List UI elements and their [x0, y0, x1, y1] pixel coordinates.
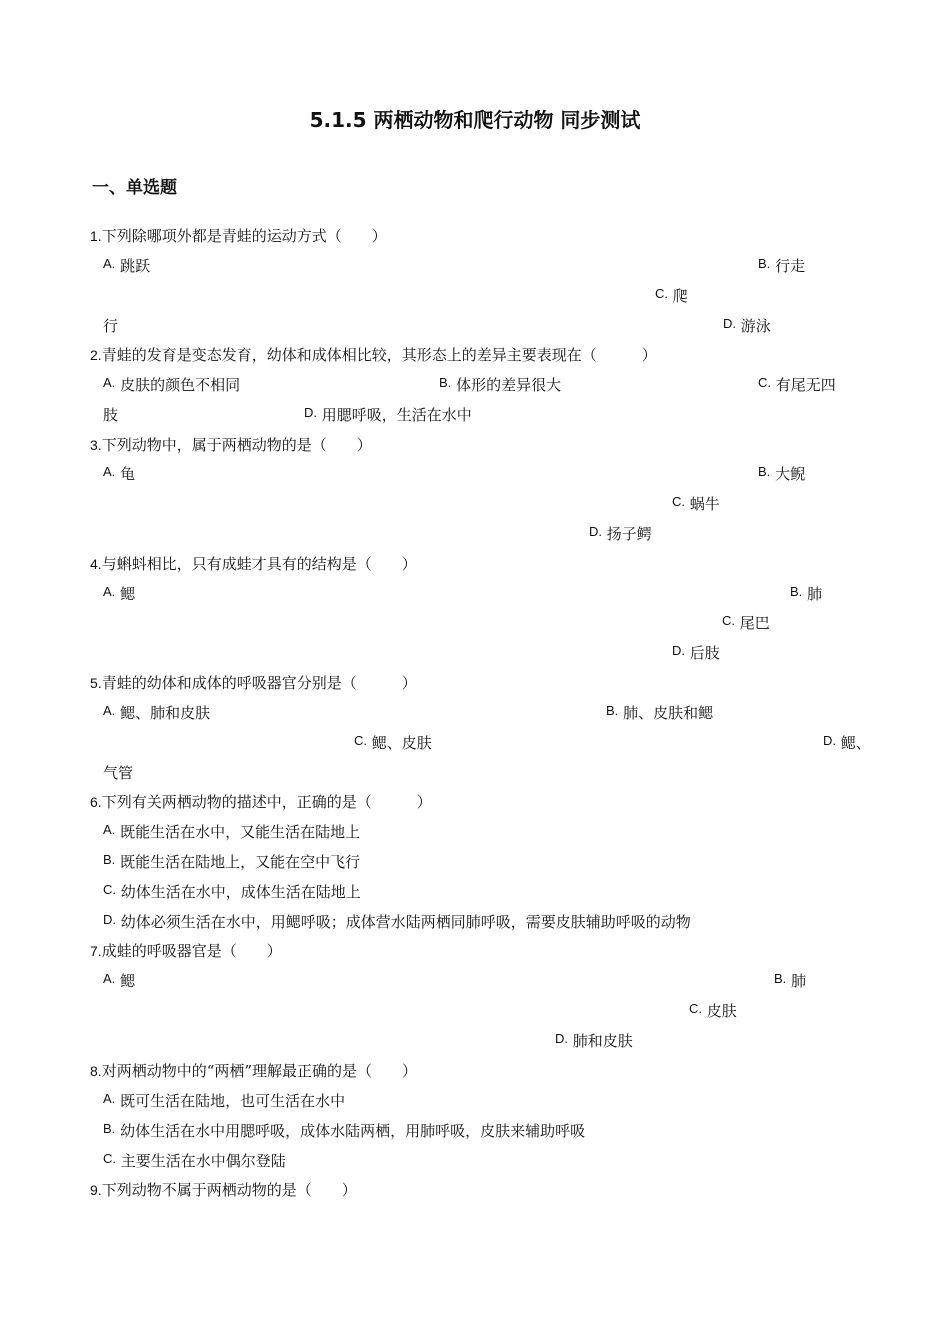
question-1: [90, 226, 387, 246]
option-b: [439, 375, 561, 396]
option-letter: B.: [103, 1121, 116, 1136]
option-letter: D.: [555, 1031, 568, 1046]
option-letter: A.: [103, 822, 116, 837]
option-c: [689, 1001, 737, 1022]
option-text: 用腮呼吸，生活在水中: [321, 406, 472, 424]
question-stem: 青蛙的幼体和成体的呼吸器官分别是（ ）: [101, 674, 417, 692]
page-title: 5.1.5 两栖动物和爬行动物 同步测试: [309, 108, 641, 132]
option-text: 鳃: [120, 972, 136, 990]
option-text: 皮肤: [706, 1002, 737, 1020]
question-number: 8.: [90, 1063, 102, 1079]
option-text: 幼体必须生活在水中，用鳃呼吸；成体营水陆两栖同肺呼吸，需要皮肤辅助呼吸的动物: [120, 913, 691, 931]
option-c: [672, 494, 720, 515]
option-text: 后肢: [689, 644, 720, 662]
question-number: 9.: [90, 1182, 102, 1198]
option-c: [722, 613, 770, 634]
question-number: 6.: [90, 794, 102, 810]
question-9: [90, 1180, 357, 1200]
option-letter: A.: [103, 1091, 116, 1106]
question-4: [90, 554, 417, 574]
option-b: [103, 1121, 585, 1142]
option-text: 游泳: [740, 317, 771, 335]
option-text: 皮肤的颜色不相同: [120, 376, 241, 394]
option-text: 既能生活在水中，又能生活在陆地上: [120, 823, 361, 841]
option-text: 气管: [103, 764, 134, 782]
option-letter: B.: [758, 464, 771, 479]
option-d: [555, 1031, 633, 1052]
option-letter: C.: [722, 613, 735, 628]
question-2: [90, 345, 657, 365]
option-text: 鳃、肺和皮肤: [120, 704, 211, 722]
question-number: 2.: [90, 347, 102, 363]
option-text: 既可生活在陆地，也可生活在水中: [120, 1092, 346, 1110]
option-a: [103, 1091, 345, 1112]
option-b: [758, 256, 805, 277]
option-a: [103, 703, 210, 724]
option-letter: C.: [103, 882, 116, 897]
option-text: 有尾无四: [775, 376, 836, 394]
option-a: [103, 375, 240, 396]
question-3: [90, 435, 372, 455]
option-d: [723, 316, 771, 337]
option-c: [354, 733, 432, 754]
option-d: [103, 912, 691, 933]
option-text: 扬子鳄: [606, 525, 652, 543]
option-letter: A.: [103, 584, 116, 599]
option-b: [774, 971, 806, 992]
option-letter: C.: [672, 494, 685, 509]
option-text: 肢: [103, 406, 119, 424]
option-letter: D.: [103, 912, 116, 927]
question-7: [90, 941, 282, 961]
option-letter: D.: [672, 643, 685, 658]
option-c: [655, 286, 688, 307]
option-letter: D.: [723, 316, 736, 331]
option-text: 主要生活在水中偶尔登陆: [120, 1152, 286, 1170]
section-heading: 一、单选题: [92, 178, 177, 198]
question-stem: 对两栖动物中的“两栖”理解最正确的是（ ）: [101, 1062, 418, 1080]
question-stem: 下列有关两栖动物的描述中，正确的是（ ）: [101, 793, 432, 811]
option-text: 尾巴: [739, 614, 770, 632]
question-number: 4.: [90, 556, 102, 572]
option-d: [304, 405, 472, 426]
option-d: [589, 524, 652, 545]
option-letter: C.: [655, 286, 668, 301]
question-number: 3.: [90, 437, 102, 453]
option-b: [103, 852, 360, 873]
question-stem: 成蛙的呼吸器官是（ ）: [101, 942, 282, 960]
question-5: [90, 673, 417, 693]
option-b: [606, 703, 713, 724]
option-letter: A.: [103, 464, 116, 479]
option-text: 体形的差异很大: [456, 376, 562, 394]
option-d: [823, 733, 871, 754]
option-d: [672, 643, 720, 664]
option-text: 幼体生活在水中用腮呼吸，成体水陆两栖，用肺呼吸，皮肤来辅助呼吸: [120, 1122, 586, 1140]
option-text: 大鲵: [775, 465, 806, 483]
option-c: [103, 882, 361, 903]
option-b: [790, 584, 822, 605]
option-text: 鳃、: [840, 734, 871, 752]
option-letter: C.: [758, 375, 771, 390]
question-stem: 青蛙的发育是变态发育，幼体和成体相比较，其形态上的差异主要表现在（ ）: [101, 346, 657, 364]
option-letter: A.: [103, 256, 116, 271]
option-text: 行: [103, 317, 119, 335]
option-letter: C.: [354, 733, 367, 748]
option-letter: A.: [103, 703, 116, 718]
option-text: 肺: [791, 972, 807, 990]
option-a: [103, 464, 135, 485]
question-stem: 下列动物中，属于两栖动物的是（ ）: [101, 436, 372, 454]
option-text: 行走: [775, 257, 806, 275]
option-letter: B.: [103, 852, 116, 867]
option-letter: C.: [689, 1001, 702, 1016]
option-text: 肺: [807, 585, 823, 603]
option-text: 肺、皮肤和鳃: [623, 704, 714, 722]
question-stem: 与蝌蚪相比，只有成蛙才具有的结构是（ ）: [101, 555, 417, 573]
option-b: [758, 464, 805, 485]
option-c: [103, 1151, 286, 1172]
option-letter: B.: [758, 256, 771, 271]
option-c-wrap: [103, 316, 118, 336]
option-letter: D.: [823, 733, 836, 748]
option-c-wrap: [103, 405, 118, 425]
option-a: [103, 971, 135, 992]
question-number: 5.: [90, 675, 102, 691]
option-text: 跳跃: [120, 257, 151, 275]
question-stem: 下列除哪项外都是青蛙的运动方式（ ）: [101, 227, 387, 245]
option-text: 鳃: [120, 585, 136, 603]
option-letter: D.: [304, 405, 317, 420]
option-text: 肺和皮肤: [572, 1032, 633, 1050]
option-d-wrap: [103, 763, 133, 783]
option-letter: A.: [103, 375, 116, 390]
option-text: 鳃、皮肤: [371, 734, 432, 752]
option-letter: C.: [103, 1151, 116, 1166]
option-text: 幼体生活在水中，成体生活在陆地上: [120, 883, 361, 901]
option-letter: B.: [774, 971, 787, 986]
question-8: [90, 1061, 417, 1081]
question-number: 1.: [90, 228, 102, 244]
option-a: [103, 584, 135, 605]
option-letter: D.: [589, 524, 602, 539]
option-text: 既能生活在陆地上，又能在空中飞行: [120, 853, 361, 871]
option-text: 爬: [672, 287, 688, 305]
option-letter: B.: [606, 703, 619, 718]
option-letter: B.: [790, 584, 803, 599]
option-a: [103, 256, 150, 277]
option-c: [758, 375, 836, 396]
option-text: 蜗牛: [689, 495, 720, 513]
question-stem: 下列动物不属于两栖动物的是（ ）: [101, 1181, 357, 1199]
question-6: [90, 792, 432, 812]
option-letter: A.: [103, 971, 116, 986]
option-text: 龟: [120, 465, 136, 483]
option-letter: B.: [439, 375, 452, 390]
option-a: [103, 822, 360, 843]
question-number: 7.: [90, 943, 102, 959]
